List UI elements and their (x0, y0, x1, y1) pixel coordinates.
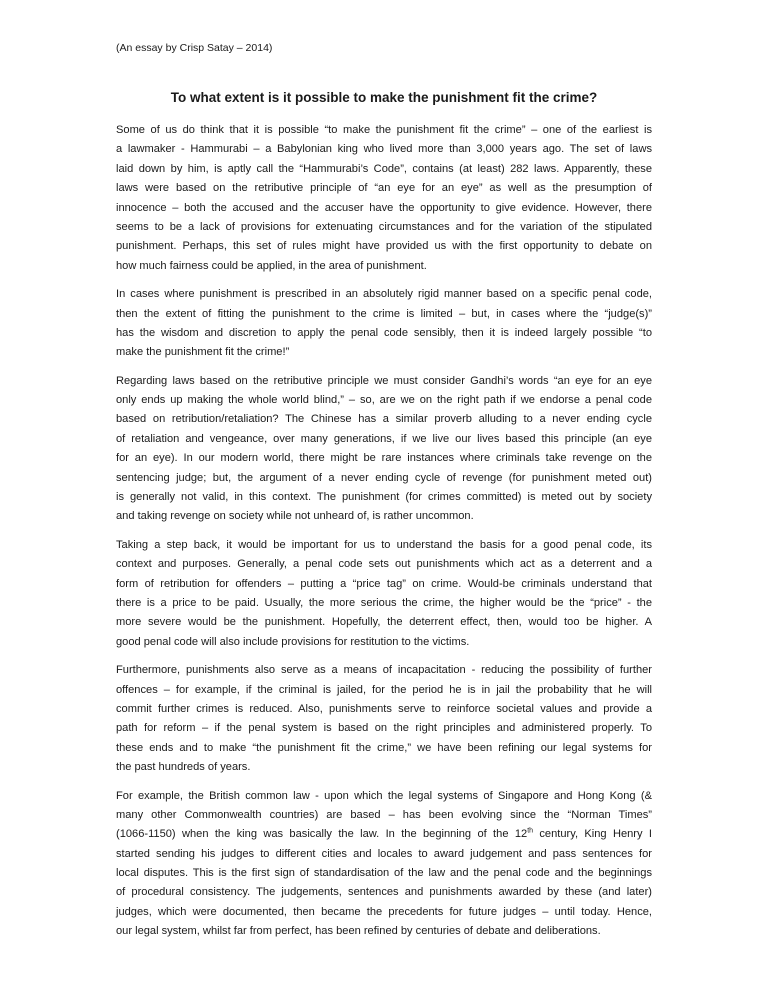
paragraph-4 (116, 536, 652, 652)
ordinal-suffix: th (527, 827, 534, 835)
paragraph-3 (116, 372, 652, 527)
paragraph-line: many other Commonwealth countries) are based – has been evolving since the “Norman Times” (116, 808, 652, 821)
paragraph-line: based on retribution/retaliation? The Chinese has a similar proverb alluding to a never ending cycle (116, 413, 652, 426)
paragraph-line: punishment. Perhaps, this set of rules might have provided us with the first opportunity to debate on (116, 240, 652, 253)
paragraph-line: the past hundreds of years. (116, 761, 251, 774)
paragraph-line: there is a price to be paid. Usually, the more serious the crime, the higher would be the “price” - the (116, 596, 652, 609)
paragraph-line: only ends up making the whole world blind,” – so, are we on the right path if we endorse a penal code (116, 394, 652, 407)
paragraph-line: good penal code will also include provisions for restitution to the victims. (116, 635, 470, 648)
paragraph-line: form of retribution for offenders – putting a “price tag” on crime. Would-be criminals understand that (116, 577, 652, 590)
paragraph-line: Some of us do think that it is possible “to make the punishment fit the crime” – one of the earliest is (116, 124, 652, 136)
paragraph-line: make the punishment fit the crime!” (116, 346, 290, 359)
paragraph-5 (116, 661, 652, 777)
essay-body (116, 121, 652, 951)
paragraph-line: Regarding laws based on the retributive principle we must consider Gandhi’s words “an eye for an eye (116, 374, 652, 387)
essay-title: To what extent is it possible to make the punishment fit the crime? (170, 90, 598, 105)
paragraph-line: laws were based on the retributive principle of “an eye for an eye” as well as the presumption of (116, 182, 652, 195)
paragraph-line: offences – for example, if the criminal is jailed, for the period he is in jail the probability that he will (116, 683, 652, 696)
paragraph-line: more severe would be the punishment. Hopefully, the deterrent effect, then, would too be higher. A (116, 616, 652, 629)
paragraph-line: sentencing judge; but, the argument of a never ending cycle of revenge (for punishment meted out) (116, 471, 652, 484)
paragraph-line: judges, which were documented, then became the precedents for future judges – until today. Hence, (116, 905, 652, 918)
paragraph-line: (1066-1150) when the king was basically the law. In the beginning of the 12th century, King Henry I (116, 827, 652, 841)
paragraph-line: innocence – both the accused and the accuser have the opportunity to give evidence. However, there (116, 201, 652, 214)
paragraph-line: commit further crimes is reduced. Also, punishments serve to reinforce societal values and provide a (116, 702, 652, 715)
byline: (An essay by Crisp Satay – 2014) (116, 42, 273, 54)
paragraph-line: laid down by him, is aptly call the “Hammurabi’s Code”, contains (at least) 282 laws. Apparently, these (116, 162, 652, 175)
paragraph-line: Furthermore, punishments also serve as a means of incapacitation - reducing the possibility of further (116, 664, 652, 677)
paragraph-line: context and purposes. Generally, a penal code sets out punishments which act as a deterrent and a (116, 558, 652, 571)
paragraph-line: how much fairness could be applied, in the area of punishment. (116, 259, 427, 272)
paragraph-line: and taking revenge on society while not unheard of, is rather uncommon. (116, 510, 474, 523)
paragraph-1 (116, 121, 652, 276)
paragraph-line: local disputes. This is the first sign of standardisation of the law and the penal code and the beginnings (116, 867, 652, 880)
paragraph-line: path for reform – if the penal system is based on the right principles and administered properly. To (116, 722, 652, 735)
paragraph-line: seems to be a lack of provisions for extenuating circumstances and for the variation of the stipulated (116, 220, 652, 233)
paragraph-line: for an eye). In our modern world, there might be rare instances where criminals take revenge on the (116, 452, 652, 465)
paragraph-line: of retaliation and vengeance, over many generations, if we live our lives based this principle (an eye (116, 432, 652, 445)
paragraph-line: started sending his judges to different cities and locales to award judgement and pass sentences for (116, 847, 652, 860)
paragraph-line: is generally not valid, in this context. The punishment (for crimes committed) is meted out by society (116, 491, 652, 504)
paragraph-line: of procedural consistency. The judgements, sentences and punishments awarded by these (and later) (116, 886, 652, 899)
paragraph-line: these ends and to make “the punishment fit the crime,” we have been refining our legal systems for (116, 741, 652, 754)
paragraph-line: then the extent of fitting the punishment to the crime is limited – but, in cases where the “judge(s)” (116, 307, 652, 320)
paragraph-line: In cases where punishment is prescribed in an absolutely rigid manner based on a specific penal code, (116, 288, 652, 301)
paragraph-line: a lawmaker - Hammurabi – a Babylonian king who lived more than 3,000 years ago. The set of laws (116, 143, 652, 156)
paragraph-line: our legal system, whilst far from perfect, has been refined by centuries of debate and deliberations. (116, 925, 601, 938)
paragraph-2 (116, 285, 652, 363)
paragraph-line: has the wisdom and discretion to apply the penal code sensibly, then it is indeed largely possible “to (116, 326, 652, 339)
paragraph-6 (116, 787, 652, 942)
paragraph-line: For example, the British common law - upon which the legal systems of Singapore and Hong Kong (& (116, 789, 652, 802)
paragraph-line: Taking a step back, it would be important for us to understand the basis for a good penal code, its (116, 538, 652, 551)
